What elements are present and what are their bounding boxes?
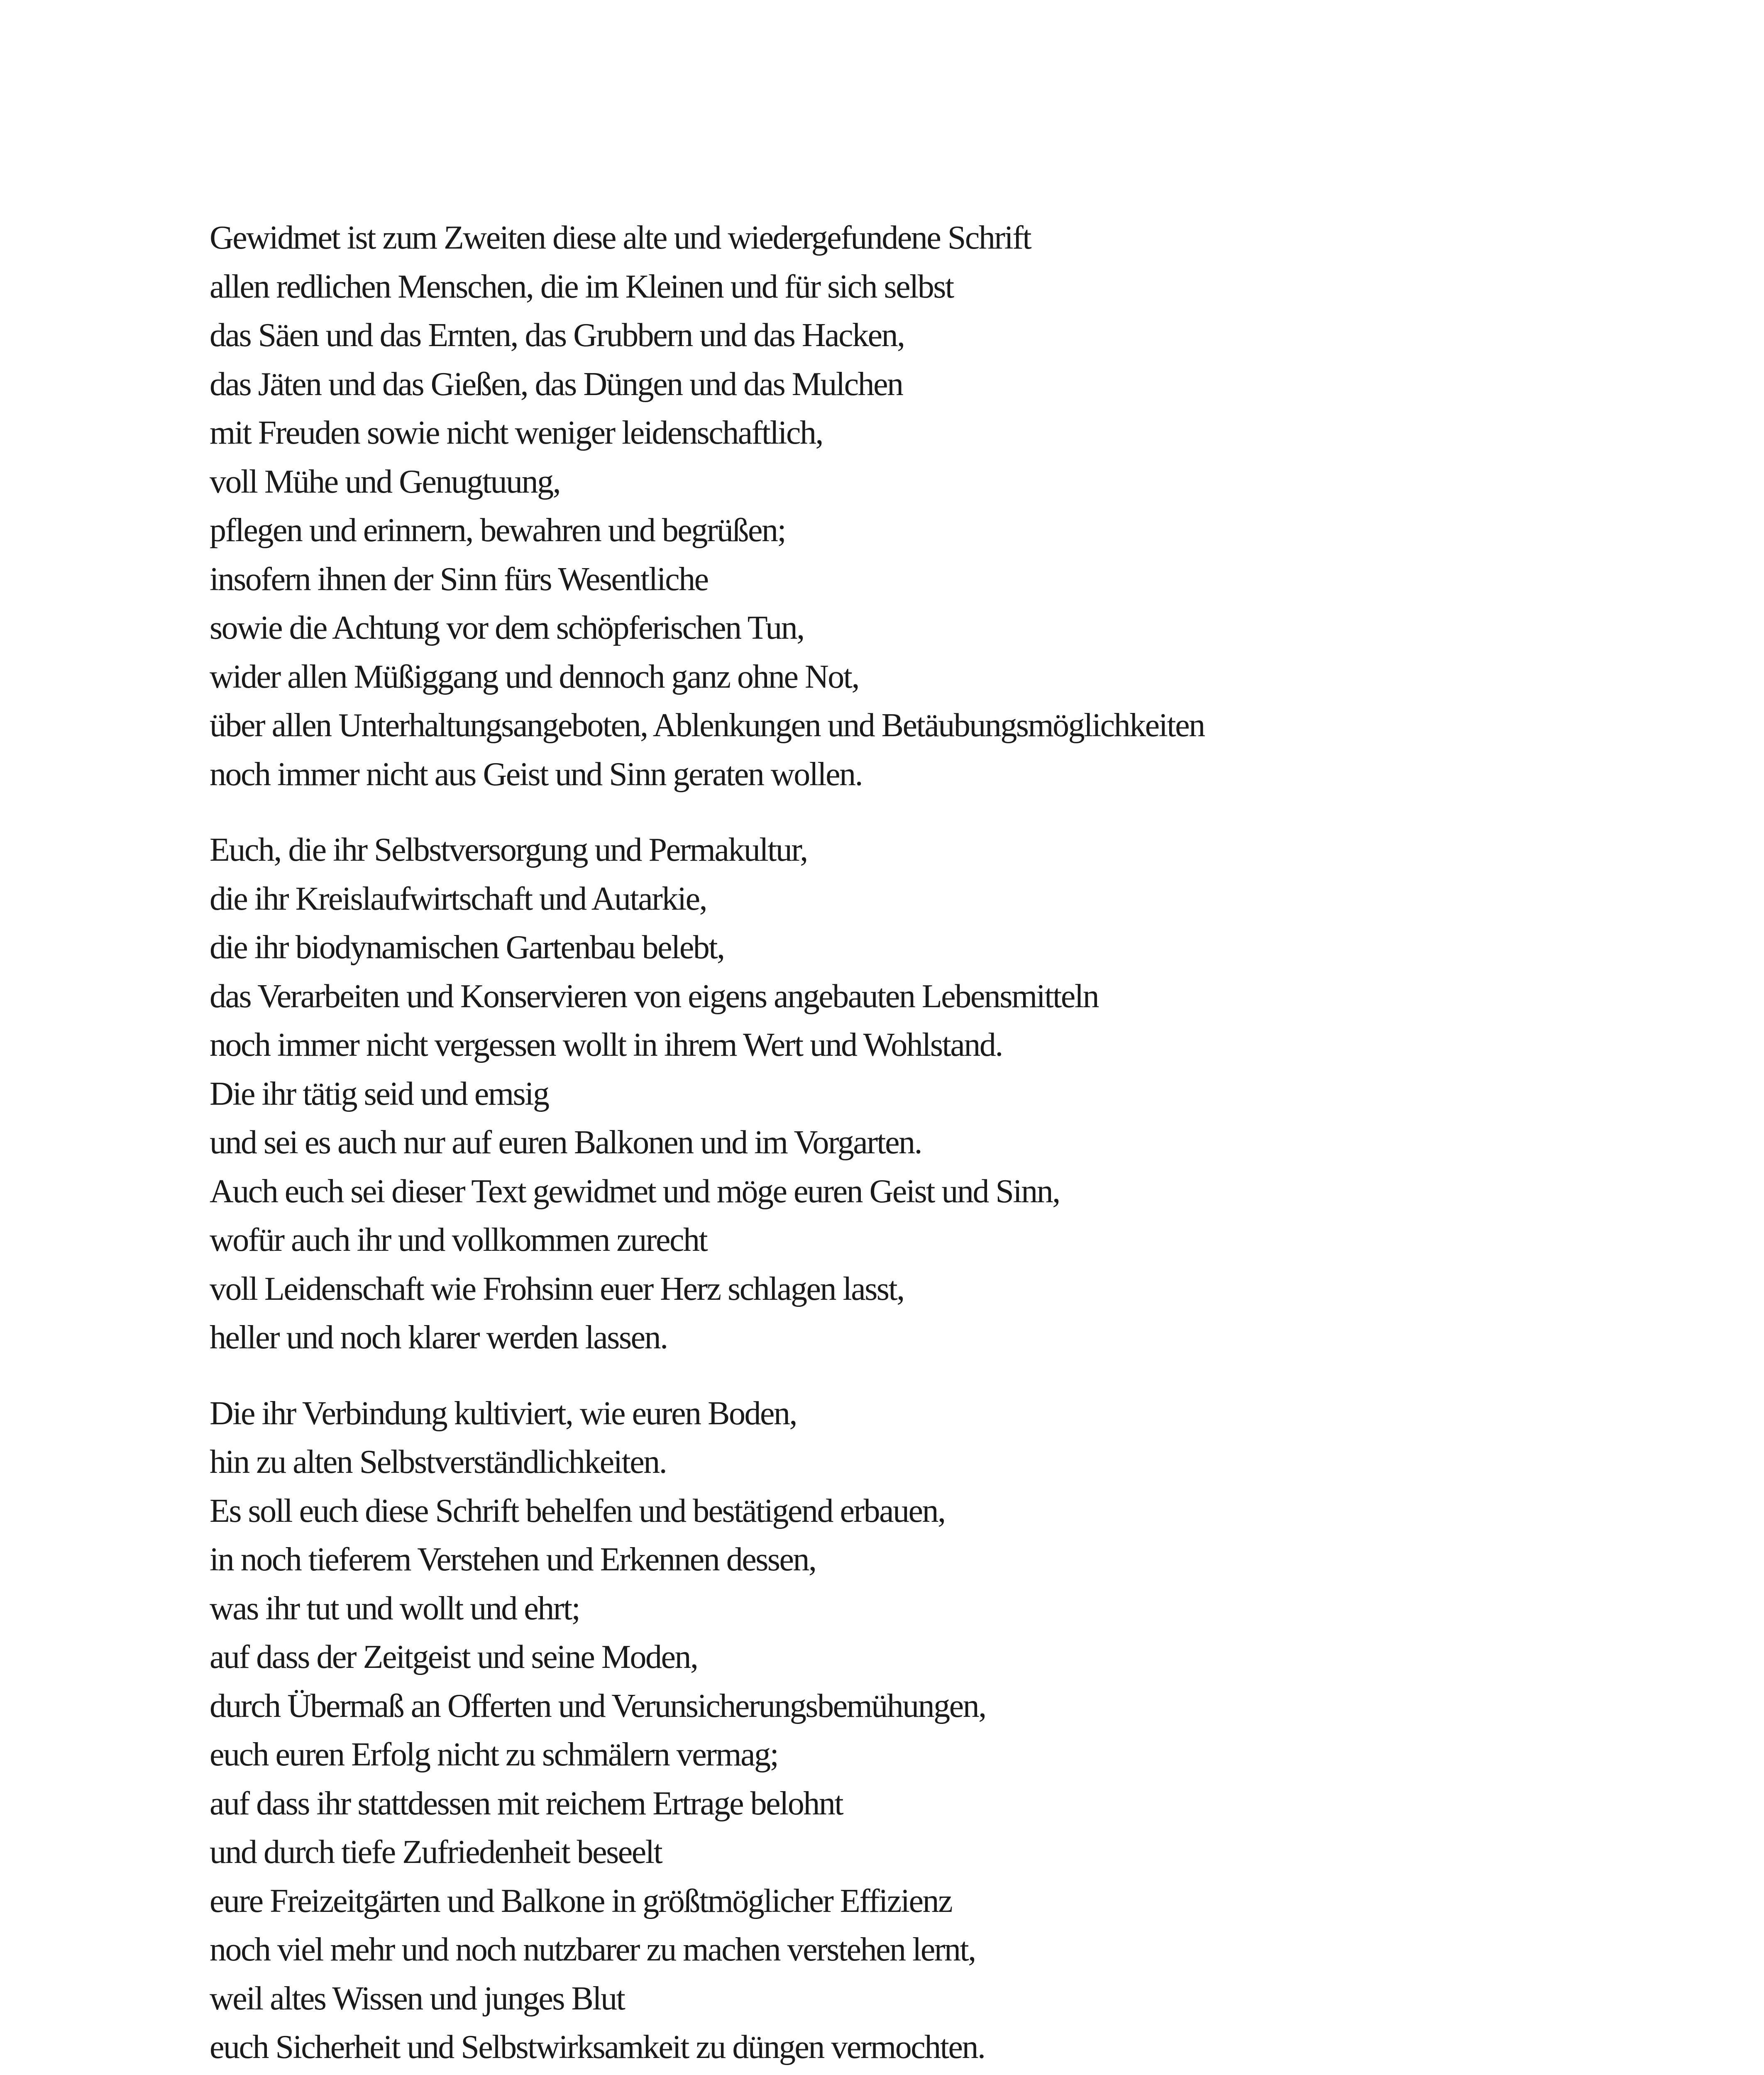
text-line: noch viel mehr und noch nutzbarer zu machen verstehen lernt, xyxy=(210,1931,975,1968)
text-line: allen redlichen Menschen, die im Kleinen und für sich selbst xyxy=(210,268,953,305)
text-line: hin zu alten Selbstverständlichkeiten. xyxy=(210,1444,667,1480)
text-line: und durch tiefe Zufriedenheit beseelt xyxy=(210,1834,662,1870)
text-line: das Verarbeiten und Konservieren von eigens angebauten Lebensmitteln xyxy=(210,978,1099,1015)
stanza-1 xyxy=(210,214,1621,799)
text-line: Auch euch sei dieser Text gewidmet und möge euren Geist und Sinn, xyxy=(210,1173,1060,1210)
text-line: voll Leidenschaft wie Frohsinn euer Herz schlagen lasst, xyxy=(210,1270,904,1307)
text-line: Es soll euch diese Schrift behelfen und bestätigend erbauen, xyxy=(210,1492,945,1529)
dedication-text xyxy=(210,214,1621,2075)
text-line: pflegen und erinnern, bewahren und begrüßen; xyxy=(210,512,786,549)
text-line: Euch, die ihr Selbstversorgung und Permakultur, xyxy=(210,832,807,868)
text-line: mit Freuden sowie nicht weniger leidenschaftlich, xyxy=(210,415,823,451)
text-line: über allen Unterhaltungsangeboten, Ablenkungen und Betäubungsmöglichkeiten xyxy=(210,707,1205,744)
text-line: auf dass der Zeitgeist und seine Moden, xyxy=(210,1639,698,1675)
text-line: in noch tieferem Verstehen und Erkennen dessen, xyxy=(210,1541,816,1578)
text-line: die ihr biodynamischen Gartenbau belebt, xyxy=(210,929,724,966)
text-line: euch euren Erfolg nicht zu schmälern vermag; xyxy=(210,1736,778,1773)
text-line: durch Übermaß an Offerten und Verunsicherungsbemühungen, xyxy=(210,1687,986,1724)
stanza-3 xyxy=(210,1389,1621,2072)
text-line: wider allen Müßiggang und dennoch ganz ohne Not, xyxy=(210,658,859,695)
text-line: auf dass ihr stattdessen mit reichem Ertrage belohnt xyxy=(210,1785,843,1822)
text-line: voll Mühe und Genugtuung, xyxy=(210,463,560,500)
text-line: Die ihr Verbindung kultiviert, wie euren Boden, xyxy=(210,1395,797,1432)
text-line: eure Freizeitgärten und Balkone in größtmöglicher Effizienz xyxy=(210,1882,952,1919)
text-line: das Jäten und das Gießen, das Düngen und das Mulchen xyxy=(210,366,903,403)
text-line: was ihr tut und wollt und ehrt; xyxy=(210,1590,580,1627)
text-line: heller und noch klarer werden lassen. xyxy=(210,1319,667,1356)
text-line: noch immer nicht vergessen wollt in ihrem Wert und Wohlstand. xyxy=(210,1027,1002,1063)
text-line: weil altes Wissen und junges Blut xyxy=(210,1980,625,2017)
text-line: und sei es auch nur auf euren Balkonen und im Vorgarten. xyxy=(210,1124,922,1161)
text-line: das Säen und das Ernten, das Grubbern und das Hacken, xyxy=(210,317,904,354)
text-line: sowie die Achtung vor dem schöpferischen Tun, xyxy=(210,610,804,646)
text-line: insofern ihnen der Sinn fürs Wesentliche xyxy=(210,561,708,598)
text-line: die ihr Kreislaufwirtschaft und Autarkie, xyxy=(210,880,707,917)
text-line: noch immer nicht aus Geist und Sinn geraten wollen. xyxy=(210,756,862,793)
stanza-2 xyxy=(210,826,1621,1362)
text-line: wofür auch ihr und vollkommen zurecht xyxy=(210,1222,707,1258)
text-line: Gewidmet ist zum Zweiten diese alte und wiedergefundene Schrift xyxy=(210,220,1031,256)
text-line: euch Sicherheit und Selbstwirksamkeit zu düngen vermochten. xyxy=(210,2029,985,2065)
text-line: Die ihr tätig seid und emsig xyxy=(210,1075,549,1112)
